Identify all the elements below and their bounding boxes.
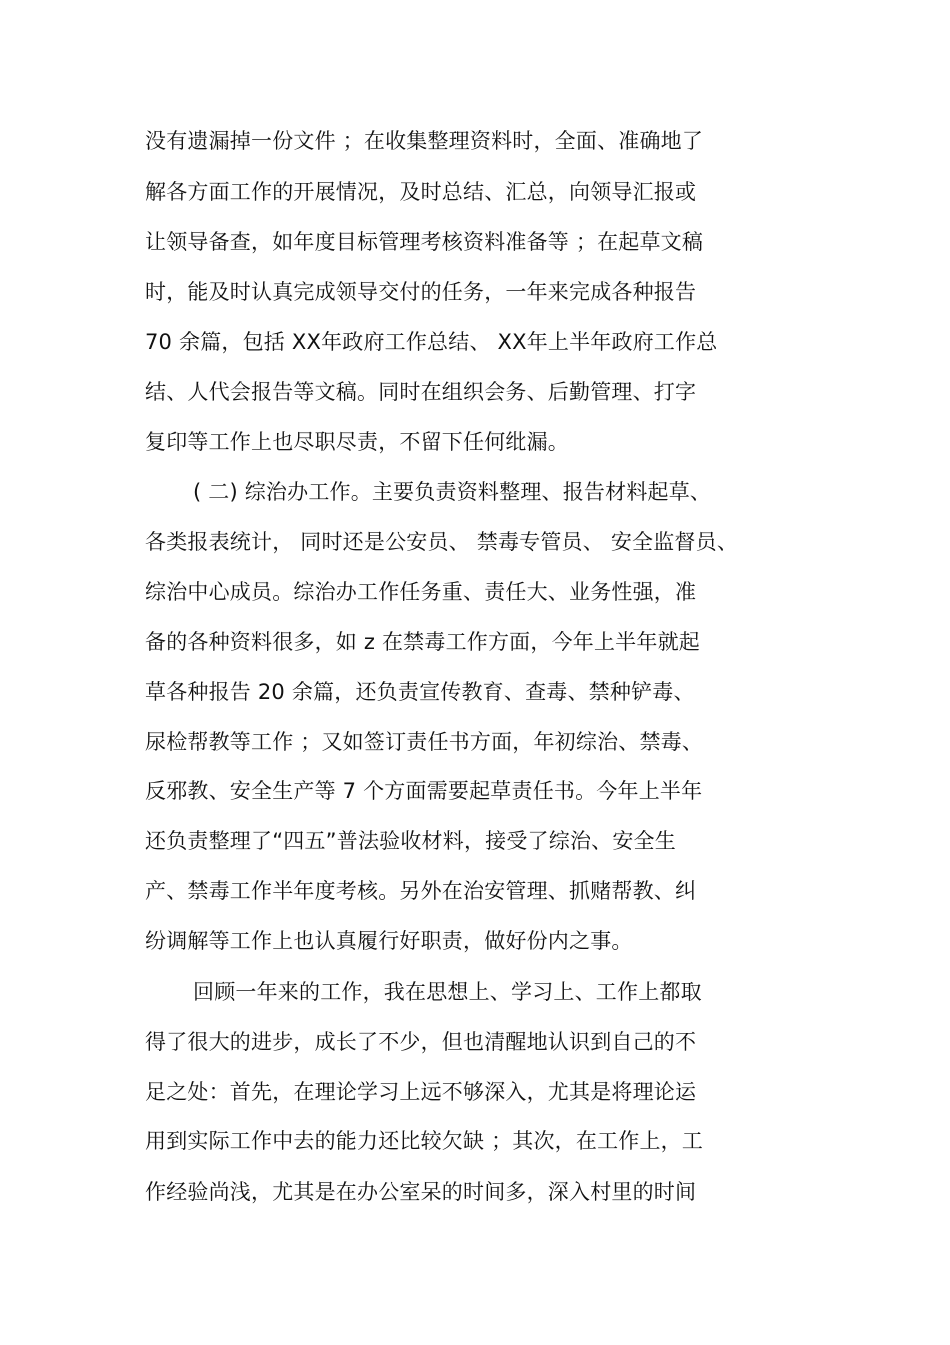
paragraph-line: 反邪教、安全生产等 7 个方面需要起草责任书。今年上半年: [145, 779, 703, 803]
paragraph-line: 得了很大的进步，成长了不少，但也清醒地认识到自己的不: [145, 1030, 697, 1054]
paragraph-line: 足之处：首先，在理论学习上远不够深入，尤其是将理论运: [145, 1080, 697, 1104]
paragraph-line: 草各种报告 20 余篇，还负责宣传教育、查毒、禁种铲毒、: [145, 680, 695, 704]
paragraph-line: 作经验尚浅，尤其是在办公室呆的时间多，深入村里的时间: [145, 1180, 697, 1204]
paragraph-line: 时，能及时认真完成领导交付的任务，一年来完成各种报告: [145, 280, 697, 304]
paragraph-line: 尿检帮教等工作 ；又如签订责任书方面，年初综治、禁毒、: [145, 730, 704, 754]
paragraph-line: 没有遗漏掉一份文件 ；在收集整理资料时，全面、准确地了: [145, 129, 704, 153]
paragraph-first-line: 回顾一年来的工作，我在思想上、学习上、工作上都取: [193, 980, 702, 1004]
paragraph-line: 用到实际工作中去的能力还比较欠缺 ；其次，在工作上，工: [145, 1129, 704, 1153]
paragraph-line: 产、禁毒工作半年度考核。另外在治安管理、抓赌帮教、纠: [145, 879, 697, 903]
paragraph-first-line: ( 二) 综治办工作。主要负责资料整理、报告材料起草、: [193, 480, 712, 504]
paragraph-line: 结、人代会报告等文稿。同时在组织会务、后勤管理、打字: [145, 380, 697, 404]
paragraph-line: 综治中心成员。综治办工作任务重、责任大、业务性强，准: [145, 580, 697, 604]
paragraph-line: 各类报表统计， 同时还是公安员、 禁毒专管员、 安全监督员、: [145, 530, 739, 554]
paragraph-line: 备的各种资料很多，如 z 在禁毒工作方面，今年上半年就起: [145, 630, 700, 654]
paragraph-line: 让领导备查，如年度目标管理考核资料准备等 ；在起草文稿: [145, 230, 704, 254]
paragraph-line: 纷调解等工作上也认真履行好职责，做好份内之事。: [145, 929, 633, 953]
paragraph-line: 复印等工作上也尽职尽责，不留下任何纰漏。: [145, 430, 569, 454]
paragraph-line: 还负责整理了“四五”普法验收材料，接受了综治、安全生: [145, 829, 676, 853]
paragraph-line: 解各方面工作的开展情况，及时总结、汇总，向领导汇报或: [145, 180, 697, 204]
paragraph-line: 70 余篇，包括 XX年政府工作总结、 XX年上半年政府工作总: [145, 330, 718, 354]
